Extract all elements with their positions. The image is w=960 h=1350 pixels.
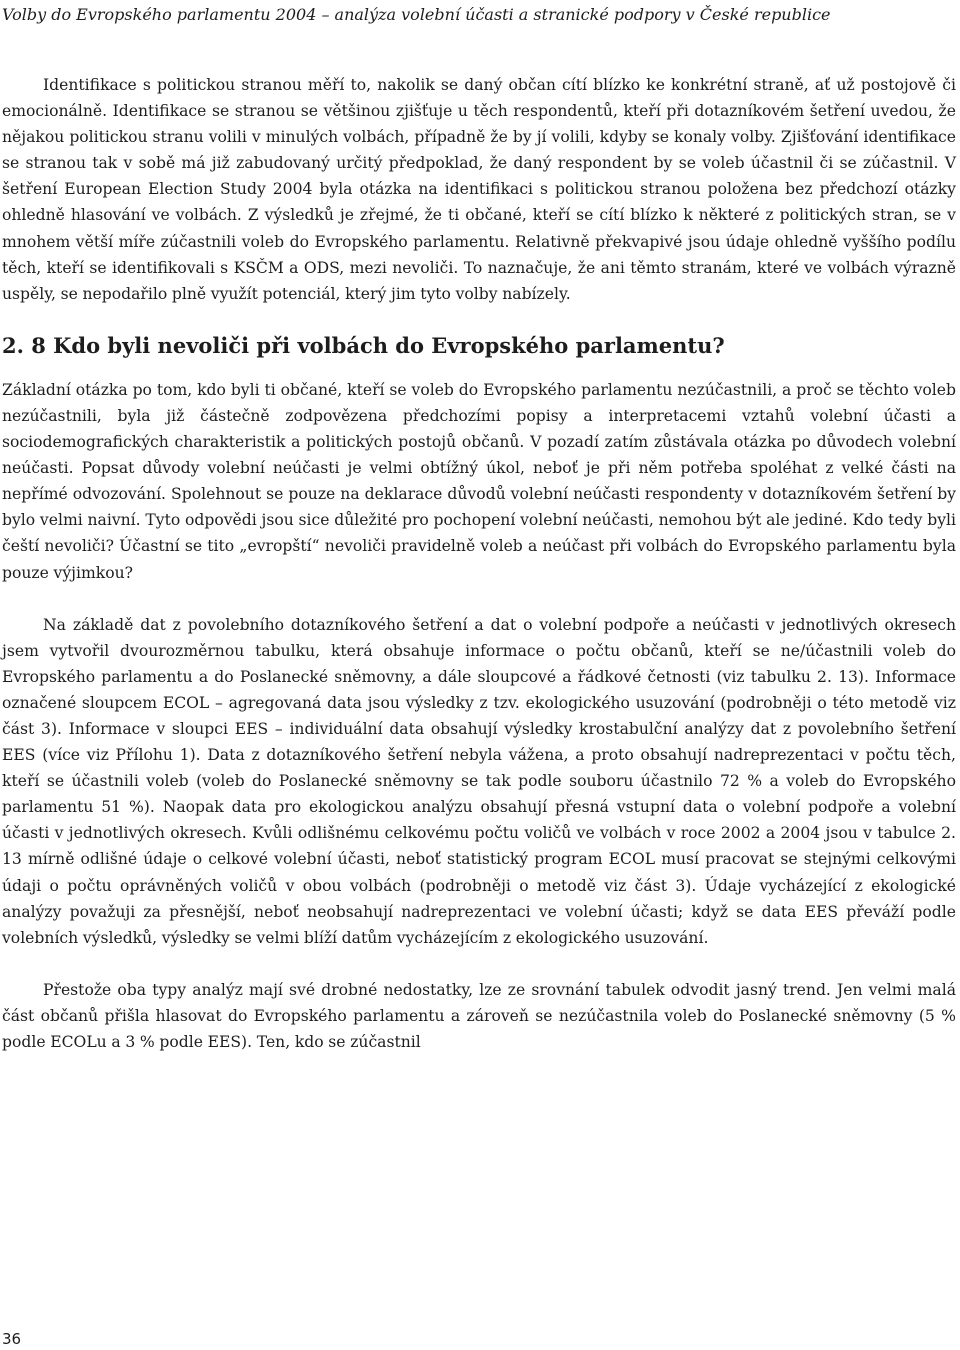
paragraph-who-were-nonvoters: Základní otázka po tom, kdo byli ti občané, kteří se voleb do Evropského parlamentu nezúčastnili, a proč se těchto voleb nezúčastnili, byla již částečně zodpovězena předchozími popisy a interpretacemi vztahů volební účasti a sociodemografických charakteristik a politických postojů občanů. V pozadí zatím zůstávala otázka po důvodech volební neúčasti. Popsat důvody volební neúčasti je velmi obtížný úkol, neboť je při něm potřeba spoléhat z velké části na nepřímé odvozování. Spolehnout se pouze na deklarace důvodů volební neúčasti respondenty v dotazníkovém šetření by bylo velmi naivní. Tyto odpovědi jsou sice důležité pro pochopení volební neúčasti, nemohou být ale jediné. Kdo tedy byli čeští nevoliči? Účastní se tito „evropští“ nevoliči pravidelně voleb a neúčast při volbách do Evropského parlamentu byla pouze výjimkou? [2,380,956,582]
section-heading: 2. 8 Kdo byli nevoliči při volbách do Evropského parlamentu? [2,332,725,358]
paragraph-spacer [2,307,956,333]
heading-spacer [2,359,956,377]
page-number: 36 [2,1330,22,1348]
paragraph-spacer [2,951,956,977]
paragraph-trend: Přestože oba typy analýz mají své drobné nedostatky, lze ze srovnání tabulek odvodit jasný trend. Jen velmi malá část občanů přišla hlasovat do Evropského parlamentu a zároveň se nezúčastnila voleb do Poslanecké sněmovny (5 % podle ECOLu a 3 % podle EES). Ten, kdo se zúčastnil [2,980,956,1051]
paragraph-party-identification: Identifikace s politickou stranou měří to, nakolik se daný občan cítí blízko ke konkrétní straně, ať už postojově či emocionálně. Identifikace se stranou se většinou zjišťuje u těch respondentů, kteří při dotazníkovém šetření uvedou, že nějakou politickou stranu volili v minulých volbách, případně že by jí volili, kdyby se konaly volby. Zjišťování identifikace se stranou tak v sobě má již zabudovaný určitý předpoklad, že daný respondent by se voleb účastnil či se zúčastnil. V šetření European Election Study 2004 byla otázka na identifikaci s politickou stranou položena bez předchozí otázky ohledně hlasování ve volbách. Z výsledků je zřejmé, že ti občané, kteří se cítí blízko k některé z politických stran, se v mnohem větší míře zúčastnili voleb do Evropského parlamentu. Relativně překvapivé jsou údaje ohledně vyššího podílu těch, kteří se identifikovali s KSČM a ODS, mezi nevoliči. To naznačuje, že ani těmto stranám, které ve volbách výrazně uspěly, se nepodařilo plně využít potenciál, který jim tyto volby nabízely. [2,76,956,303]
page-body [2,72,956,1055]
paragraph-spacer [2,586,956,612]
paragraph-cross-table: Na základě dat z povolebního dotazníkového šetření a dat o volební podpoře a neúčasti v jednotlivých okresech jsem vytvořil dvourozměrnou tabulku, která obsahuje informace o počtu občanů, kteří se ne/účastnili voleb do Evropského parlamentu a do Poslanecké sněmovny, a dále sloupcové a řádkové četnosti (viz tabulku 2. 13). Informace označené sloupcem ECOL – agregovaná data jsou výsledky z tzv. ekologického usuzování (podrobněji o této metodě viz část 3). Informace v sloupci EES – individuální data obsahují výsledky krostabulční analýzy dat z povolebního šetření EES (více viz Přílohu 1). Data z dotazníkového šetření nebyla vážena, a proto obsahují nadreprezentaci v počtu těch, kteří se účastnili voleb (voleb do Poslanecké sněmovny se tak podle souboru účastnilo 72 % a voleb do Evropského parlamentu 51 %). Naopak data pro ekologickou analýzu obsahují přesná vstupní data o volební podpoře a volební účasti v jednotlivých okresech. Kvůli odlišnému celkovému počtu voličů ve volbách v roce 2002 a 2004 jsou v tabulce 2. 13 mírně odlišné údaje o celkové volební účasti, neboť statistický program ECOL musí pracovat se stejnými celkovými údaji o počtu oprávněných voličů v obou volbách (podrobněji o metodě viz část 3). Údaje vycházející z ekologické analýzy považuji za přesnější, neboť neobsahují nadreprezentaci ve volební účasti; když se data EES převáží podle volebních výsledků, výsledky se velmi blíží datům vycházejícím z ekologického usuzování. [2,615,956,947]
running-header: Volby do Evropského parlamentu 2004 – analýza volební účasti a stranické podpory v České republice [2,5,831,24]
